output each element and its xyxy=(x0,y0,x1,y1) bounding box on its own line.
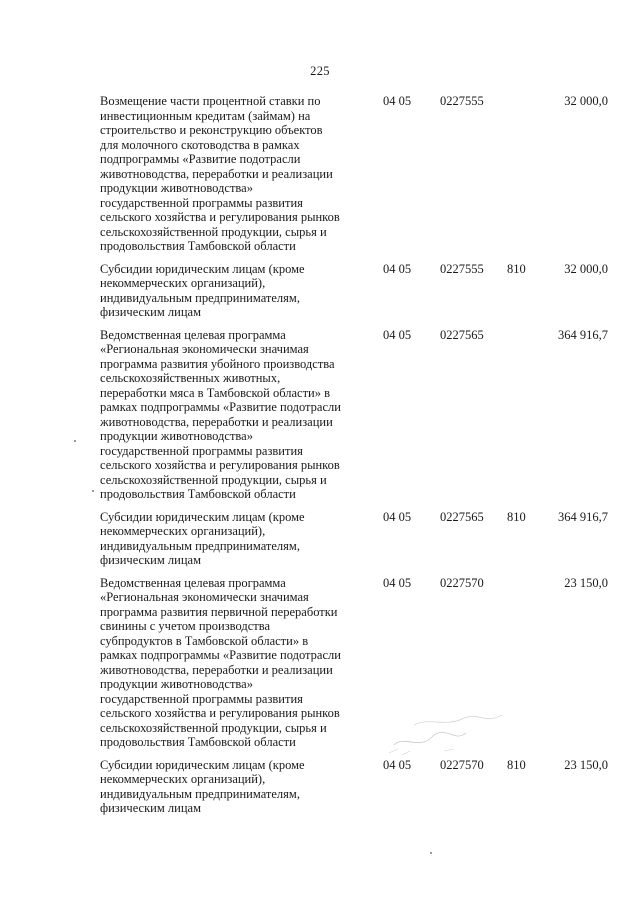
row-expense-type: 810 xyxy=(507,261,526,276)
row-target-code: 0227565 xyxy=(440,509,484,524)
row-amount: 364 916,7 xyxy=(558,509,608,524)
row-description: Субсидии юридическим лицам (кроме некоммерческих организаций), индивидуальным предпринимателям, физическим лицам xyxy=(100,261,305,319)
row-target-code: 0227565 xyxy=(440,327,484,342)
table-row xyxy=(100,262,610,320)
row-description: Возмещение части процентной ставки по инвестиционным кредитам (займам) на строительство и реконструкцию объектов для молочного скотоводства в рамках подпрограммы «Развитие подотрасли животноводства, переработки и реализации продукции животноводства» государственной программы развития сельского хозяйства и регулирования рынков сельскохозяйственной продукции, сырья и продовольствия Тамбовской области xyxy=(100,94,340,253)
row-target-code: 0227570 xyxy=(440,575,484,590)
row-section-code: 04 05 xyxy=(383,509,412,524)
faint-stamp-mark xyxy=(384,705,514,765)
table-row xyxy=(100,510,610,568)
row-amount: 32 000,0 xyxy=(564,261,608,276)
row-section-code: 04 05 xyxy=(383,575,412,590)
row-section-code: 04 05 xyxy=(383,757,412,772)
row-target-code: 0227555 xyxy=(440,94,484,108)
table-row xyxy=(100,758,610,816)
row-amount: 23 150,0 xyxy=(564,575,608,590)
table-row xyxy=(100,328,610,502)
scan-speck xyxy=(430,852,432,854)
row-section-code: 04 05 xyxy=(383,327,412,342)
table-row xyxy=(100,576,610,750)
row-section-code: 04 05 xyxy=(383,94,412,108)
row-description: Субсидии юридическим лицам (кроме некоммерческих организаций), индивидуальным предпринимателям, физическим лицам xyxy=(100,757,305,815)
row-target-code: 0227555 xyxy=(440,261,484,276)
budget-table xyxy=(100,94,610,824)
row-description: Субсидии юридическим лицам (кроме некоммерческих организаций), индивидуальным предпринимателям, физическим лицам xyxy=(100,509,305,567)
page-number: 225 xyxy=(310,64,330,78)
row-description: Ведомственная целевая программа «Региональная экономически значимая программа развития убойного производства сельскохозяйственных животных, переработки мяса в Тамбовской области» в рамках подпрограммы «Развитие подотрасли животноводства, переработки и реализации продукции животноводства» государственной программы развития сельского хозяйства и регулирования рынков сельскохозяйственной продукции, сырья и продовольствия Тамбовской области xyxy=(100,327,341,501)
row-amount: 364 916,7 xyxy=(558,327,608,342)
scan-speck xyxy=(92,490,94,492)
row-expense-type: 810 xyxy=(507,509,526,524)
row-expense-type: 810 xyxy=(507,757,526,772)
row-target-code: 0227570 xyxy=(440,757,484,772)
row-section-code: 04 05 xyxy=(383,261,412,276)
scan-speck xyxy=(74,440,76,442)
row-amount: 23 150,0 xyxy=(564,757,608,772)
row-description: Ведомственная целевая программа «Региональная экономически значимая программа развития первичной переработки свинины с учетом производства субпродуктов в Тамбовской области» в рамках подпрограммы «Развитие подотрасли животноводства, переработки и реализации продукции животноводства» государственной программы развития сельского хозяйства и регулирования рынков сельскохозяйственной продукции, сырья и продовольствия Тамбовской области xyxy=(100,575,341,749)
table-row xyxy=(100,94,610,254)
row-amount: 32 000,0 xyxy=(564,94,608,108)
